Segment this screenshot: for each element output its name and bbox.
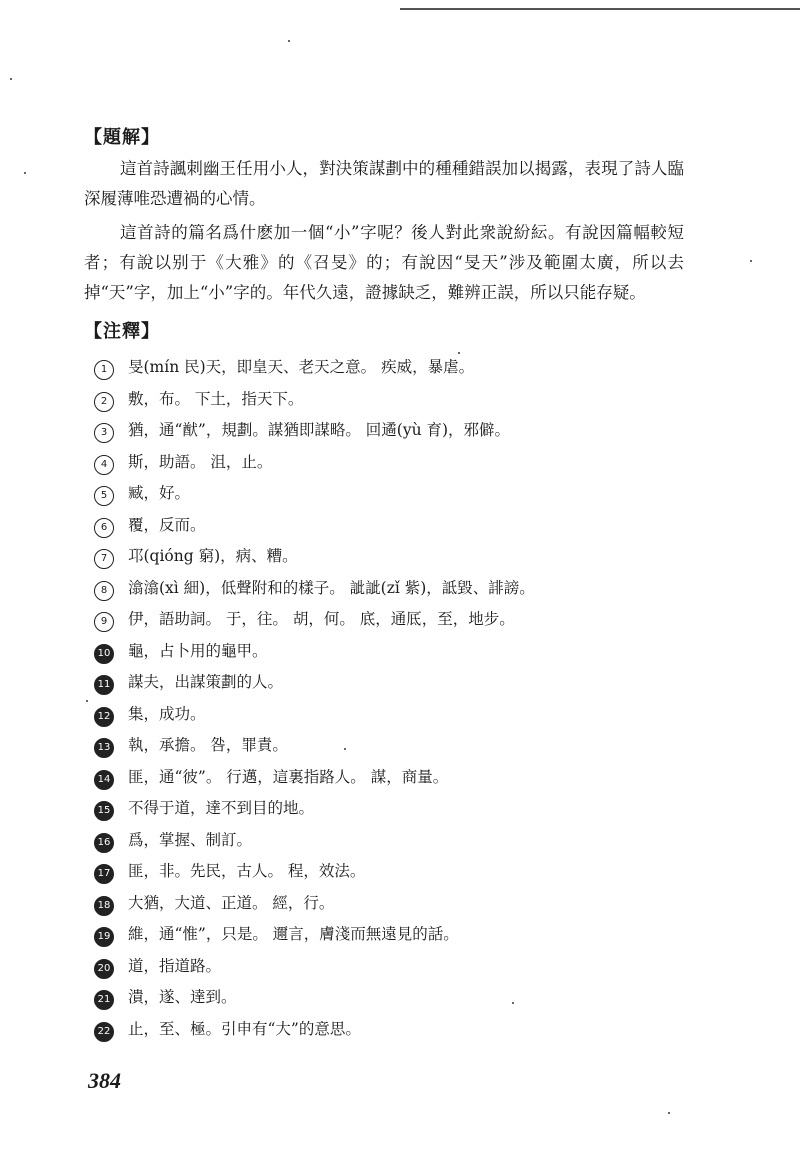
speck <box>668 1112 670 1114</box>
note-number: 6 <box>94 518 114 538</box>
note-text: 旻(mín 民)天，即皇天、老天之意。 疾威，暴虐。 <box>128 358 475 376</box>
section-heading-notes: 【注釋】 <box>84 321 160 342</box>
section-heading-title-explanation: 【題解】 <box>84 127 160 148</box>
note-item <box>84 604 684 636</box>
note-item <box>84 667 684 699</box>
note-number: 13 <box>94 738 114 758</box>
note-text: 匪，通“彼”。 行邁，這裏指路人。 謀，商量。 <box>128 767 449 786</box>
intro-paragraph: 這首詩諷刺幽王任用小人，對決策謀劃中的種種錯誤加以揭露，表現了詩人臨深履薄唯恐遭禍的心情。 <box>84 159 684 208</box>
note-number: 10 <box>94 644 114 664</box>
note-number: 19 <box>94 927 114 947</box>
note-item <box>84 762 684 794</box>
note-text: 執，承擔。 咎，罪責。 <box>128 736 288 754</box>
note-item <box>84 636 684 668</box>
note-number: 18 <box>94 896 114 916</box>
note-item <box>84 541 684 573</box>
note-text: 潰，遂、達到。 <box>128 988 237 1006</box>
note-item <box>84 415 684 447</box>
note-number: 17 <box>94 864 114 884</box>
note-item <box>84 951 684 983</box>
note-number: 1 <box>94 360 114 380</box>
speck <box>10 78 12 80</box>
note-number: 2 <box>94 392 114 412</box>
note-item <box>84 730 684 762</box>
note-text: 大猶，大道、正道。 經，行。 <box>128 893 335 912</box>
note-number: 11 <box>94 675 114 695</box>
note-number: 5 <box>94 486 114 506</box>
note-text: 龜，占卜用的龜甲。 <box>128 641 268 660</box>
note-text: 斯，助語。 沮，止。 <box>128 452 273 471</box>
note-text: 集，成功。 <box>128 704 206 723</box>
page-number: 384 <box>88 1068 121 1093</box>
notes-list <box>84 352 684 1045</box>
note-item <box>84 919 684 951</box>
note-number: 9 <box>94 612 114 632</box>
intro-paragraph: 這首詩的篇名爲什麽加一個“小”字呢？後人對此衆說紛紜。有說因篇幅較短者；有說以别于《大雅》的《召旻》的；有說因“旻天”涉及範圍太廣，所以去掉“天”字，加上“小”字的。年代久遠，證據缺乏，難辨正誤，所以只能存疑。 <box>84 223 684 302</box>
note-text: 猶，通“猷”，規劃。謀猶即謀略。 回遹(yù 育)，邪僻。 <box>128 421 511 439</box>
note-item <box>84 856 684 888</box>
note-item <box>84 384 684 416</box>
note-number: 7 <box>94 549 114 569</box>
note-text: 爲，掌握、制訂。 <box>128 830 253 849</box>
note-item <box>84 510 684 542</box>
note-text: 邛(qióng 窮)，病、糟。 <box>128 547 298 565</box>
note-number: 15 <box>94 801 114 821</box>
note-number: 21 <box>94 990 114 1010</box>
note-item <box>84 888 684 920</box>
top-rule <box>400 8 800 10</box>
note-text: 謀夫，出謀策劃的人。 <box>128 673 284 691</box>
note-item <box>84 352 684 384</box>
note-text: 道，指道路。 <box>128 956 222 975</box>
note-item <box>84 793 684 825</box>
note-text: 止，至、極。引申有“大”的意思。 <box>128 1019 361 1038</box>
note-number: 22 <box>94 1022 114 1042</box>
speck <box>24 172 26 174</box>
note-number: 8 <box>94 581 114 601</box>
note-number: 4 <box>94 455 114 475</box>
note-text: 敷，布。 下土，指天下。 <box>128 389 304 408</box>
note-item <box>84 825 684 857</box>
note-text: 不得于道，達不到目的地。 <box>128 799 315 817</box>
note-number: 12 <box>94 707 114 727</box>
speck <box>750 260 752 262</box>
note-text: 匪，非。先民，古人。 程，效法。 <box>128 862 366 880</box>
note-text: 覆，反而。 <box>128 515 206 534</box>
note-item <box>84 478 684 510</box>
note-text: 伊，語助詞。 于，往。 胡，何。 底，通厎，至，地步。 <box>128 610 515 628</box>
speck <box>288 40 290 42</box>
note-number: 3 <box>94 423 114 443</box>
note-number: 20 <box>94 959 114 979</box>
note-item <box>84 573 684 605</box>
note-text: 臧，好。 <box>128 484 191 502</box>
note-item <box>84 447 684 479</box>
note-item <box>84 1014 684 1046</box>
note-number: 14 <box>94 770 114 790</box>
page-body <box>84 122 684 1045</box>
note-text: 潝潝(xì 細)，低聲附和的樣子。 訿訿(zǐ 紫)，詆毀、誹謗。 <box>128 578 535 597</box>
note-item <box>84 699 684 731</box>
note-text: 維，通“惟”，只是。 邇言，膚淺而無遠見的話。 <box>128 925 459 943</box>
note-number: 16 <box>94 833 114 853</box>
note-item <box>84 982 684 1014</box>
